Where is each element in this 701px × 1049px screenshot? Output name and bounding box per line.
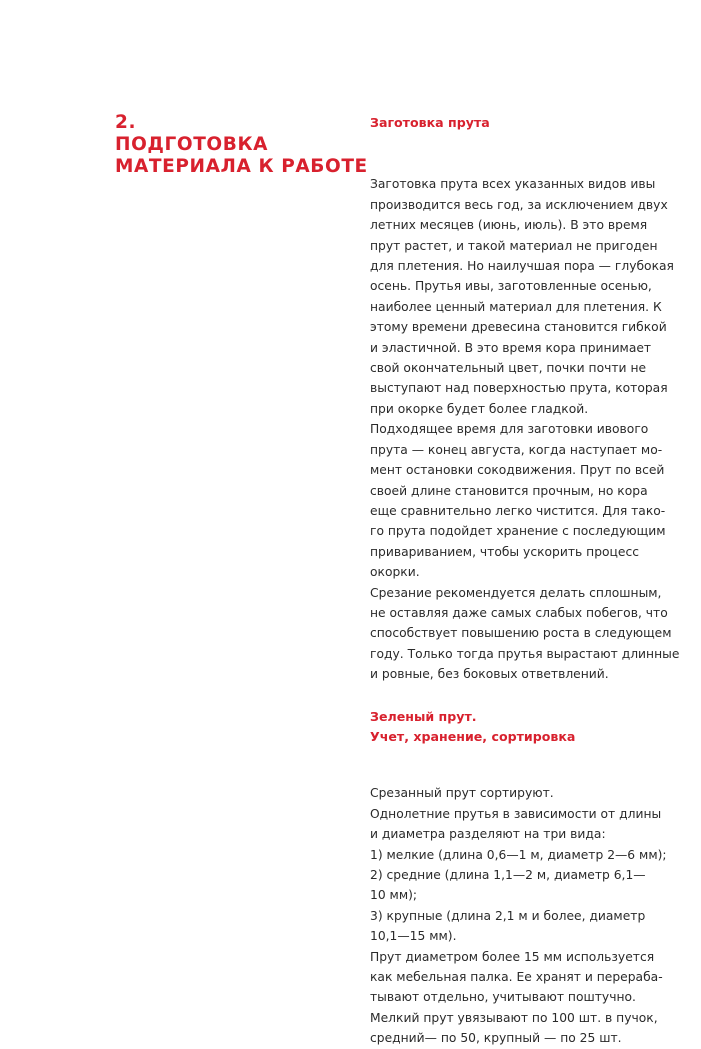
text-line: еще сравнительно легко чистится. Для тако-: [370, 503, 666, 518]
text-line: свой окончательный цвет, почки почти не: [370, 361, 647, 376]
section-heading-green-rod: [370, 707, 608, 748]
text-line: 10 мм);: [370, 888, 418, 903]
chapter-number: 2.: [115, 112, 137, 133]
text-line: 2) средние (длина 1,1—2 м, диаметр 6,1—: [370, 868, 646, 882]
text-line: Подходящее время для заготовки ивового: [370, 422, 649, 437]
section-body-green-rod: [370, 783, 667, 1048]
text-line: при окорке будет более гладкой.: [370, 401, 589, 416]
text-line: и эластичной. В это время кора принимает: [370, 340, 652, 355]
text-line: привариванием, чтобы ускорить процесс: [370, 544, 639, 559]
text-line: и диаметра разделяют на три вида:: [370, 827, 606, 842]
text-line: наиболее ценный материал для плетения. К: [370, 299, 662, 314]
chapter-heading: [115, 112, 368, 178]
text-line: выступают над поверхностью прута, которая: [370, 381, 668, 396]
spacer: [370, 152, 608, 174]
text-line: Прут диаметром более 15 мм используется: [370, 949, 655, 964]
text-line: своей длине становится прочным, но кора: [370, 483, 648, 498]
spacer: [370, 685, 608, 707]
text-line: производится весь год, за исключением двух: [370, 197, 668, 212]
text-line: летних месяцев (июнь, июль). В это время: [370, 218, 648, 233]
text-line: Срезанный прут сортируют.: [370, 786, 554, 801]
text-line: прут растет, и такой материал не пригоден: [370, 238, 658, 253]
chapter-title-line: МАТЕРИАЛА К РАБОТЕ: [115, 156, 368, 177]
text-line: окорки.: [370, 565, 420, 580]
text-line: осень. Прутья ивы, заготовленные осенью,: [370, 279, 652, 294]
text-line: этому времени древесина становится гибкой: [370, 320, 667, 335]
text-line: Мелкий прут увязывают по 100 шт. в пучок,: [370, 1010, 658, 1025]
spacer: [370, 747, 608, 765]
text-line: году. Только тогда прутья вырастают длинные: [370, 646, 680, 661]
text-line: Однолетние прутья в зависимости от длины: [370, 806, 662, 821]
text-line: способствует повышению роста в следующем: [370, 626, 672, 641]
text-line: тывают отдельно, учитывают поштучно.: [370, 990, 636, 1005]
chapter-title-line: ПОДГОТОВКА: [115, 134, 269, 155]
text-line: прута — конец августа, когда наступает мо-: [370, 442, 663, 457]
text-line: Заготовка прута всех указанных видов ивы: [370, 177, 656, 192]
text-line: как мебельная палка. Ее хранят и перераба-: [370, 970, 663, 985]
text-column: [370, 113, 680, 1049]
text-line: го прута подойдет хранение с последующим: [370, 524, 666, 539]
section-heading-harvesting: [370, 113, 608, 133]
spacer: [370, 765, 608, 783]
section-heading-line: Заготовка прута: [370, 115, 490, 130]
text-line: 3) крупные (длина 2,1 м и более, диаметр: [370, 908, 646, 923]
section-body-harvesting: [370, 174, 680, 684]
text-line: 10,1—15 мм).: [370, 929, 457, 944]
section-heading-line: Учет, хранение, сортировка: [370, 728, 576, 744]
text-line: Срезание рекомендуется делать сплошным,: [370, 585, 662, 600]
text-line: и ровные, без боковых ответвлений.: [370, 667, 609, 682]
section-heading-line: Зеленый прут.: [370, 708, 477, 724]
text-line: для плетения. Но наилучшая пора — глубокая: [370, 259, 674, 274]
text-line: 1) мелкие (длина 0,6—1 м, диаметр 2—6 мм);: [370, 847, 667, 862]
text-line: мент остановки сокодвижения. Прут по всей: [370, 463, 665, 478]
text-line: не оставляя даже самых слабых побегов, что: [370, 605, 668, 620]
text-line: средний— по 50, крупный — по 25 шт.: [370, 1031, 622, 1046]
